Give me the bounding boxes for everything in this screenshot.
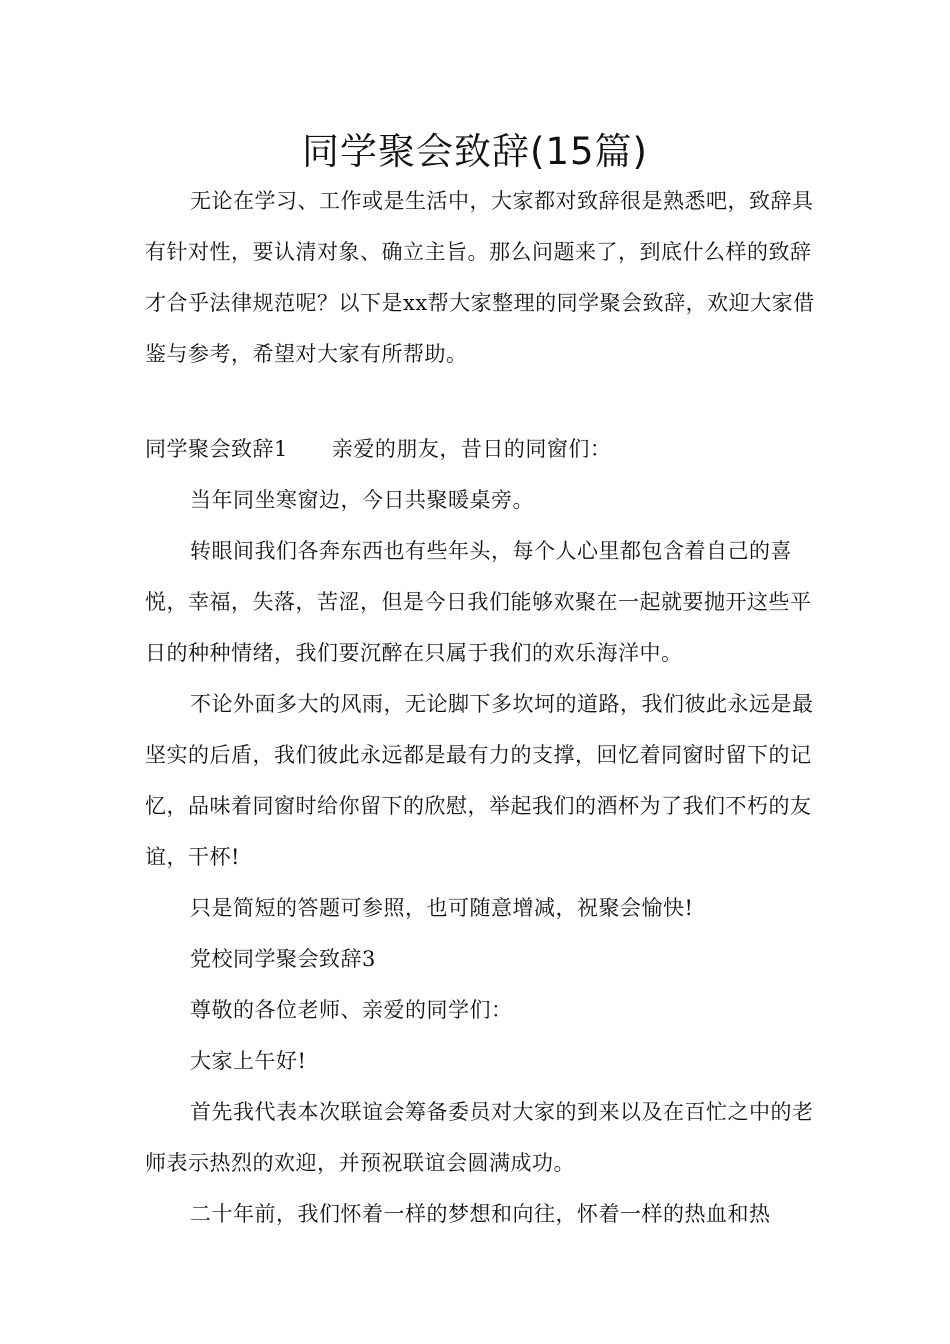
section1-paragraph-1: 当年同坐寒窗边，今日共聚暖桌旁。	[190, 488, 534, 512]
intro-paragraph: 无论在学习、工作或是生活中，大家都对致辞很是熟悉吧，致辞具有针对性，要认清对象、确立主旨。那么问题来了，到底什么样的致辞才合乎法律规范呢？以下是xx帮大家整理的同学聚会致辞，欢迎大家借鉴与参考，希望对大家有所帮助。	[145, 189, 815, 366]
section1-paragraph-4: 只是简短的答题可参照，也可随意增减，祝聚会愉快!	[190, 896, 694, 920]
section1-heading: 同学聚会致辞1	[145, 437, 288, 461]
section3-paragraph-4: 二十年前，我们怀着一样的梦想和向往，怀着一样的热血和热	[190, 1202, 771, 1226]
section3-heading: 党校同学聚会致辞3	[190, 947, 376, 971]
section1-paragraph-2: 转眼间我们各奔东西也有些年头，每个人心里都包含着自己的喜悦，幸福，失落，苦涩，但是今日我们能够欢聚在一起就要抛开这些平日的种种情绪，我们要沉醉在只属于我们的欢乐海洋中。	[145, 539, 812, 665]
section3-paragraph-3: 首先我代表本次联谊会筹备委员对大家的到来以及在百忙之中的老师表示热烈的欢迎，并预祝联谊会圆满成功。	[145, 1100, 814, 1175]
intro-block	[145, 176, 825, 380]
section1-heading-line	[145, 424, 825, 475]
section1-paragraph-3: 不论外面多大的风雨，无论脚下多坎坷的道路，我们彼此永远是最坚实的后盾，我们彼此永远都是最有力的支撑，回忆着同窗时留下的记忆，品味着同窗时给你留下的欣慰，举起我们的酒杯为了我们不朽的友谊，干杯!	[145, 692, 814, 869]
section-block	[145, 424, 825, 1240]
section3-paragraph-1: 尊敬的各位老师、亲爱的同学们：	[190, 998, 513, 1022]
section3-paragraph-2: 大家上午好!	[190, 1049, 307, 1073]
document-title: 同学聚会致辞(15篇)	[302, 130, 648, 173]
section1-salutation: 亲爱的朋友，昔日的同窗们：	[331, 437, 612, 461]
